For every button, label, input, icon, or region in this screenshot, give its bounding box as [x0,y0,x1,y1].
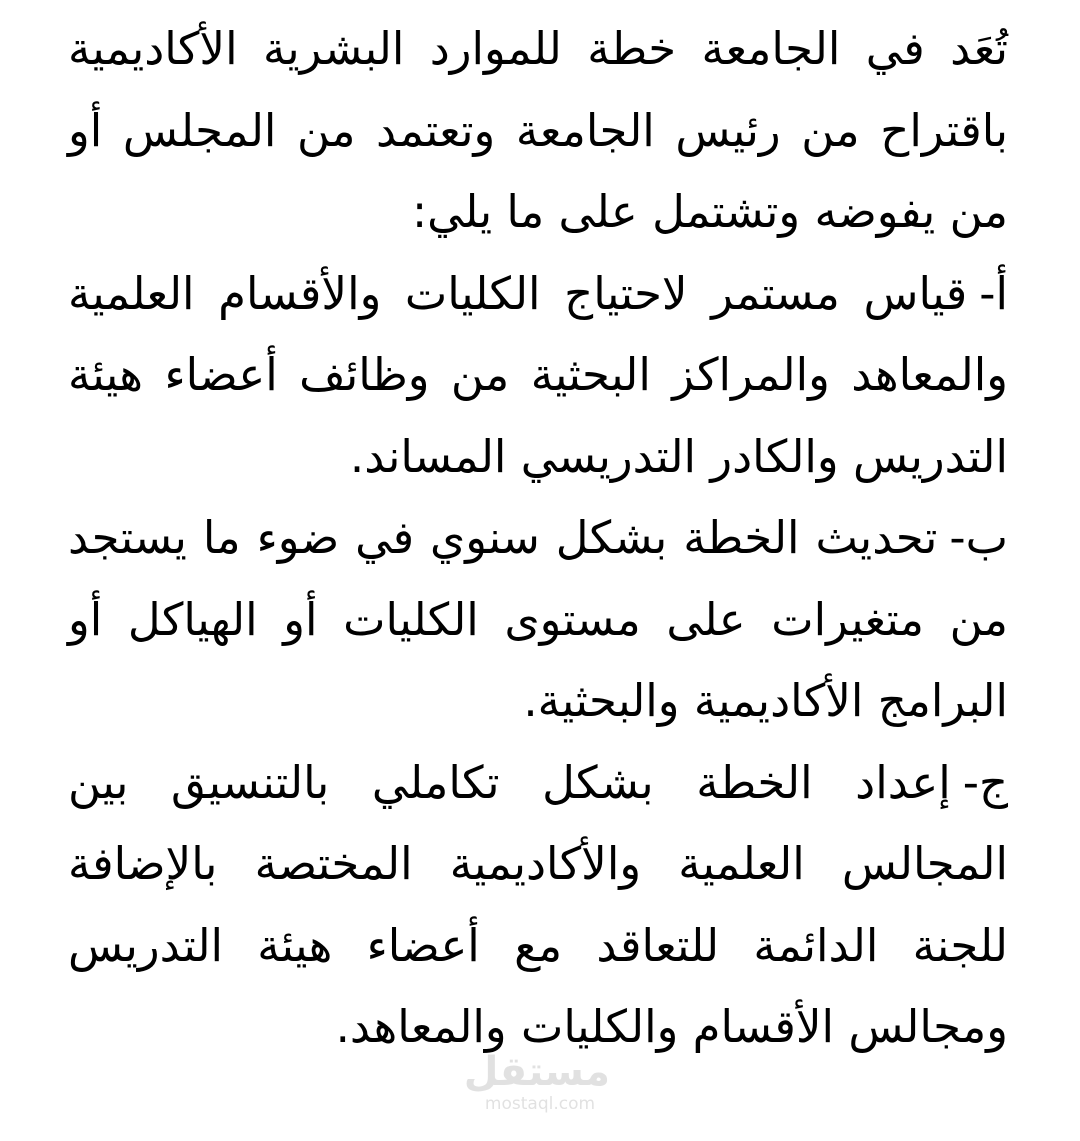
list-item-a-text: قياس مستمر لاحتياج الكليات والأقسام العلمية والمعاهد والمراكز البحثية من وظائف أعضاء هيئة التدريس والكادر التدريسي المساند. [68,266,1008,483]
list-item-c [68,742,1008,1068]
list-item-b-text: تحديث الخطة بشكل سنوي في ضوء ما يستجد من متغيرات على مستوى الكليات أو الهياكل أو البرامج الأكاديمية والبحثية. [68,511,1008,727]
watermark-url: mostaql.com [484,1094,596,1114]
intro-paragraph: تُعَد في الجامعة خطة للموارد البشرية الأكاديمية باقتراح من رئيس الجامعة وتعتمد من المجلس أو من يفوضه وتشتمل على ما يلي: [68,22,1008,238]
list-item-a [68,253,1008,498]
list-item-c-text: إعداد الخطة بشكل تكاملي بالتنسيق بين المجالس العلمية والأكاديمية المختصة بالإضافة للجنة الدائمة للتعاقد مع أعضاء هيئة التدريس ومجالس الأقسام والكليات والمعاهد. [68,755,1008,1053]
watermark-logo: مستقل [463,1049,610,1095]
list-item-a-label: أ- [979,266,1008,320]
list-item-b [68,497,1008,742]
document-body [68,8,1008,1068]
list-item-c-label: ج- [962,755,1008,809]
list-item-b-label: ب- [949,511,1008,564]
